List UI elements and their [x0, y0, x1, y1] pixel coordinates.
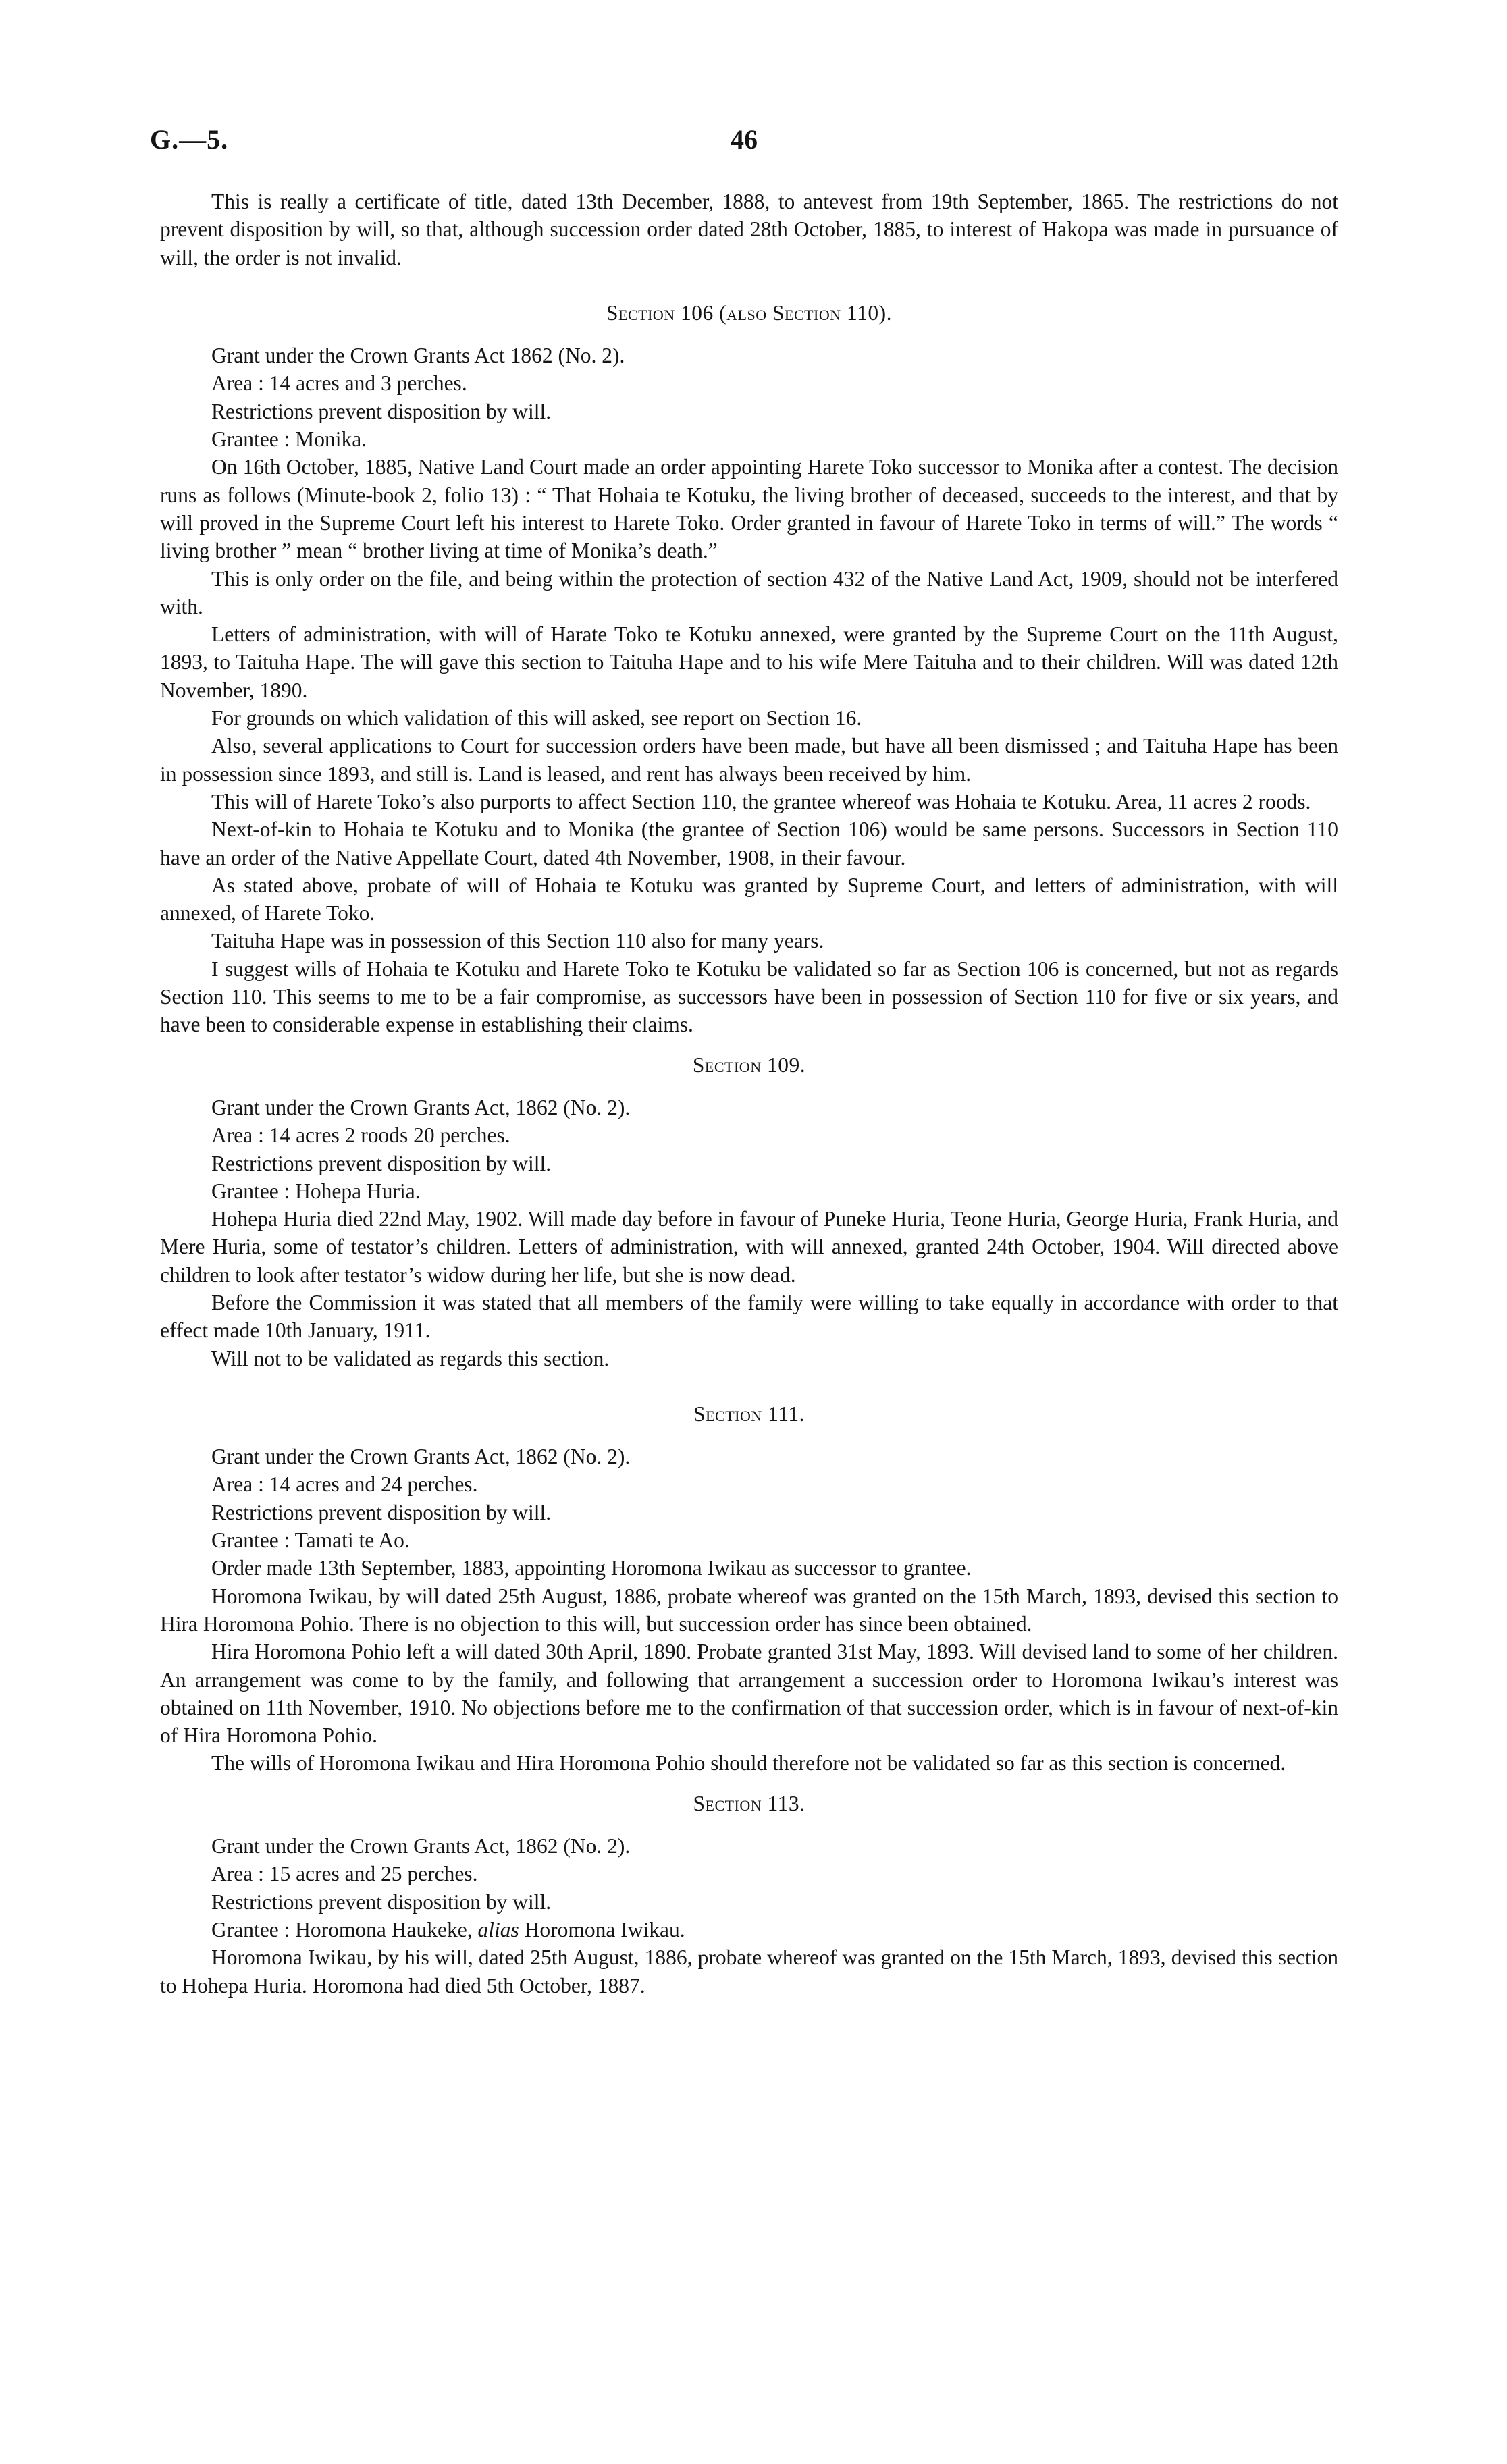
- page-body: [160, 188, 1338, 2000]
- area-line: Area : 14 acres 2 roods 20 perches.: [211, 1123, 510, 1148]
- page-number: 46: [731, 124, 758, 155]
- body-paragraph: The wills of Horomona Iwikau and Hira Horomona Pohio should therefore not be validated so far as this section is concerned.: [211, 1751, 1286, 1775]
- restrictions-line: Restrictions prevent disposition by will.: [211, 1890, 552, 1914]
- grant-line: Grant under the Crown Grants Act, 1862 (No. 2).: [211, 1445, 631, 1469]
- body-paragraph: Taituha Hape was in possession of this Section 110 also for many years.: [211, 929, 824, 953]
- body-paragraph: Horomona Iwikau, by his will, dated 25th August, 1886, probate whereof was granted on the 15th March, 1893, devised this section to Hohepa Huria. Horomona had died 5th October, 1887.: [160, 1946, 1338, 1998]
- grantee-alias-name: Horomona Iwikau.: [519, 1917, 685, 1941]
- body-paragraph: I suggest wills of Hohaia te Kotuku and Harete Toko te Kotuku be validated so far as Section 106 is concerned, but not as regards Section 110. This seems to me to be a fair compromise, as successors have been in possession of Section 110 for five or six years, and have been to considerable expense in establishing their claims.: [160, 957, 1338, 1037]
- intro-paragraph: This is really a certificate of title, dated 13th December, 1888, to antevest from 19th September, 1865. The restrictions do not prevent disposition by will, so that, although succession order dated 28th October, 1885, to interest of Hakopa was made in pursuance of will, the order is not invalid.: [160, 190, 1338, 269]
- grantee-line: Grantee : Monika.: [211, 427, 367, 452]
- body-paragraph: On 16th October, 1885, Native Land Court made an order appointing Harete Toko successor to Monika after a contest. The decision runs as follows (Minute-book 2, folio 13) : “ That Hohaia te Kotuku, the living brother of deceased, succeeds to the interest, and that by will proved in the Supreme Court left his interest to Harete Toko. Order granted in favour of Harete Toko in terms of will.” The words “ living brother ” mean “ brother living at time of Monika’s death.”: [160, 455, 1338, 563]
- body-paragraph: Hira Horomona Pohio left a will dated 30th April, 1890. Probate granted 31st May, 1893. Will devised land to some of her children. An arrangement was come to by the family, and following that arrangement a succession order to Horomona Iwikau’s interest was obtained on 11th November, 1910. No objections before me to the confirmation of that succession order, which is in favour of next-of-kin of Hira Horomona Pohio.: [160, 1640, 1338, 1748]
- grantee-line: Grantee : Tamati te Ao.: [211, 1528, 410, 1553]
- restrictions-line: Restrictions prevent disposition by will.: [211, 1151, 552, 1175]
- body-paragraph: As stated above, probate of will of Hohaia te Kotuku was granted by Supreme Court, and letters of administration, with will annexed, of Harete Toko.: [160, 873, 1338, 926]
- alias-text: alias: [477, 1917, 519, 1941]
- page-header: [150, 124, 1338, 164]
- body-paragraph: This is only order on the file, and being within the protection of section 432 of the Native Land Act, 1909, should not be interfered with.: [160, 566, 1338, 618]
- body-paragraph: Horomona Iwikau, by will dated 25th August, 1886, probate whereof was granted on the 15th March, 1893, devised this section to Hira Horomona Pohio. There is no objection to this will, but succession order has since been obtained.: [160, 1584, 1338, 1636]
- section-106-heading: Section 106 (also Section 110).: [606, 300, 892, 325]
- section-113-heading: Section 113.: [693, 1791, 805, 1815]
- grant-line: Grant under the Crown Grants Act, 1862 (No. 2).: [211, 1834, 631, 1858]
- section-111-heading: Section 111.: [693, 1401, 805, 1426]
- body-paragraph: For grounds on which validation of this will asked, see report on Section 16.: [211, 706, 862, 730]
- body-paragraph: Before the Commission it was stated that all members of the family were willing to take equally in accordance with order to that effect made 10th January, 1911.: [160, 1290, 1338, 1343]
- area-line: Area : 14 acres and 24 perches.: [211, 1472, 478, 1497]
- area-line: Area : 14 acres and 3 perches.: [211, 371, 467, 396]
- body-paragraph: Next-of-kin to Hohaia te Kotuku and to Monika (the grantee of Section 106) would be same persons. Successors in Section 110 have an order of the Native Appellate Court, dated 4th November, 1908, in their favour.: [160, 818, 1338, 869]
- body-paragraph: Also, several applications to Court for succession orders have been made, but have all been dismissed ; and Taituha Hape has been in possession since 1893, and still is. Land is leased, and rent has always been received by him.: [160, 734, 1338, 786]
- body-paragraph: Order made 13th September, 1883, appointing Horomona Iwikau as successor to grantee.: [211, 1556, 972, 1580]
- section-109-heading: Section 109.: [692, 1052, 806, 1077]
- grantee-line: Grantee : Hohepa Huria.: [211, 1179, 421, 1203]
- restrictions-line: Restrictions prevent disposition by will.: [211, 399, 552, 423]
- grantee-line: [160, 1916, 1338, 1944]
- grantee-text: Grantee : Horomona Haukeke,: [211, 1917, 478, 1941]
- grant-line: Grant under the Crown Grants Act 1862 (No. 2).: [211, 344, 625, 368]
- body-paragraph: This will of Harete Toko’s also purports to affect Section 110, the grantee whereof was Hohaia te Kotuku. Area, 11 acres 2 roods.: [211, 789, 1311, 813]
- area-line: Area : 15 acres and 25 perches.: [211, 1862, 478, 1886]
- body-paragraph: Letters of administration, with will of Harate Toko te Kotuku annexed, were granted by the Supreme Court on the 11th August, 1893, to Taituha Hape. The will gave this section to Taituha Hape and to his wife Mere Taituha and to their children. Will was dated 12th November, 1890.: [160, 622, 1338, 702]
- restrictions-line: Restrictions prevent disposition by will.: [211, 1500, 552, 1524]
- body-paragraph: Hohepa Huria died 22nd May, 1902. Will made day before in favour of Puneke Huria, Teone Huria, George Huria, Frank Huria, and Mere Huria, some of testator’s children. Letters of administration, with will annexed, granted 24th October, 1904. Will directed above children to look after testator’s widow during her life, but she is now dead.: [160, 1207, 1338, 1287]
- document-reference: G.—5.: [150, 124, 229, 155]
- grant-line: Grant under the Crown Grants Act, 1862 (No. 2).: [211, 1095, 631, 1119]
- body-paragraph: Will not to be validated as regards this section.: [211, 1346, 610, 1370]
